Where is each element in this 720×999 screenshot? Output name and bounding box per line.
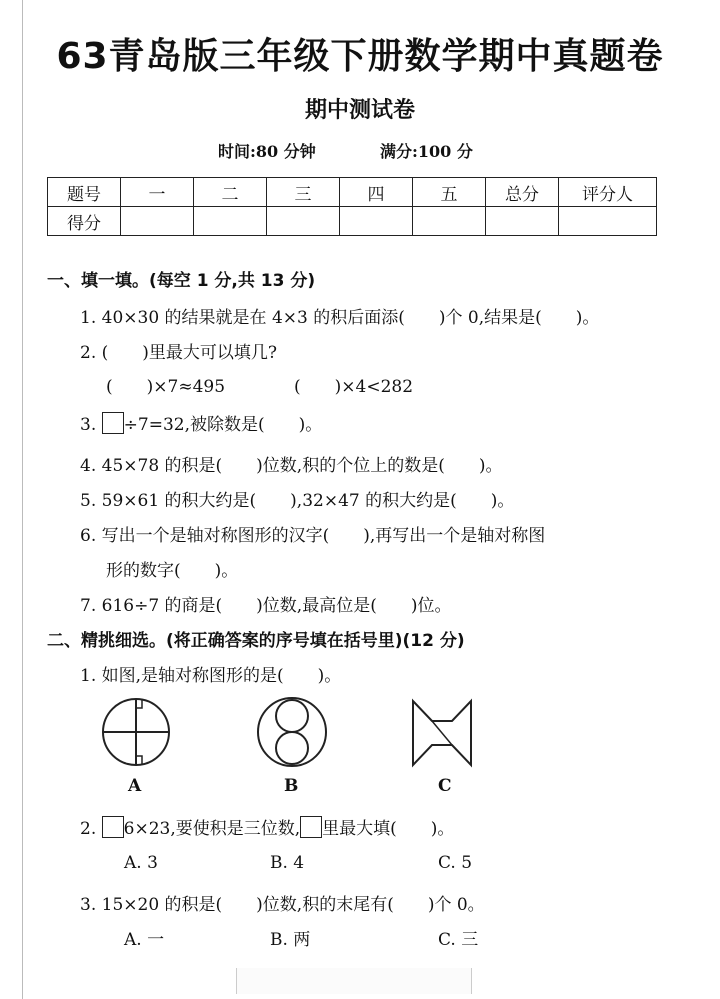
s2-q2-number: 2. (80, 819, 97, 839)
s2-q2-option-a: A. 3 (124, 853, 158, 873)
section2-heading: 二、精挑细选。(将正确答案的序号填在括号里)(12 分) (47, 631, 465, 651)
score-header-cell: 三 (267, 178, 340, 207)
s1-question-2: 2. ( )里最大可以填几? (80, 343, 278, 363)
score-row-label: 得分 (48, 207, 121, 236)
s1-question-6-line2: 形的数字( )。 (106, 561, 239, 581)
score-header-cell: 题号 (48, 178, 121, 207)
answer-box[interactable] (102, 412, 124, 434)
s1-question-6-line1: 6. 写出一个是轴对称图形的汉字( ),再写出一个是轴对称图 (80, 526, 546, 546)
score-cell[interactable] (340, 207, 413, 236)
s2-question-3: 3. 15×20 的积是( )位数,积的末尾有( )个 0。 (80, 895, 485, 915)
s1-question-2a: ( )×7≈495 (106, 377, 226, 397)
score-cell[interactable] (121, 207, 194, 236)
figure-c-label: C (438, 776, 452, 796)
s2-q3-option-a: A. 一 (124, 930, 165, 950)
s1-question-2b: ( )×4<282 (294, 377, 414, 397)
s1-question-3 (80, 410, 322, 435)
s1-q3-number: 3. (80, 415, 97, 435)
score-header-cell: 一 (121, 178, 194, 207)
s2-q3-option-c: C. 三 (438, 930, 479, 950)
s2-question-2 (80, 814, 454, 839)
answer-box[interactable] (300, 816, 322, 838)
score-cell[interactable] (486, 207, 559, 236)
s2-q3-option-b: B. 两 (270, 930, 311, 950)
score-cell[interactable] (413, 207, 486, 236)
section1-heading: 一、填一填。(每空 1 分,共 13 分) (47, 271, 316, 291)
score-table-header-row (48, 178, 657, 207)
score-header-cell: 五 (413, 178, 486, 207)
page-bottom-mark (236, 968, 472, 994)
score-cell[interactable] (559, 207, 657, 236)
s2-q2-end: 里最大填( )。 (322, 819, 455, 839)
score-header-cell: 评分人 (559, 178, 657, 207)
s1-q3-text: ÷7=32,被除数是( )。 (123, 415, 323, 435)
time-limit: 时间:80 分钟 (218, 142, 316, 161)
score-header-cell: 二 (194, 178, 267, 207)
full-score: 满分:100 分 (380, 142, 473, 161)
s2-q2-mid: 6×23,要使积是三位数, (123, 819, 301, 839)
figure-b-double-circle (256, 694, 328, 770)
s1-question-1: 1. 40×30 的结果就是在 4×3 的积后面添( )个 0,结果是( )。 (80, 308, 600, 328)
score-cell[interactable] (267, 207, 340, 236)
s2-question-1: 1. 如图,是轴对称图形的是( )。 (80, 666, 342, 686)
s2-q2-option-c: C. 5 (438, 853, 473, 873)
s1-question-5: 5. 59×61 的积大约是( ),32×47 的积大约是( )。 (80, 491, 515, 511)
figure-b-label: B (284, 776, 299, 796)
score-header-cell: 总分 (486, 178, 559, 207)
s1-question-4: 4. 45×78 的积是( )位数,积的个位上的数是( )。 (80, 456, 503, 476)
score-table-score-row (48, 207, 657, 236)
page-subtitle: 期中测试卷 (304, 98, 415, 123)
score-table (47, 177, 657, 236)
s1-question-7: 7. 616÷7 的商是( )位数,最高位是( )位。 (80, 596, 452, 616)
score-cell[interactable] (194, 207, 267, 236)
figure-a-label: A (128, 776, 142, 796)
page-edge-line (22, 0, 23, 999)
page-title: 63青岛版三年级下册数学期中真题卷 (56, 36, 664, 77)
answer-box[interactable] (102, 816, 124, 838)
figure-a-circle-cross (100, 696, 172, 768)
score-header-cell: 四 (340, 178, 413, 207)
s2-q2-option-b: B. 4 (270, 853, 305, 873)
figure-c-bowtie (410, 698, 474, 768)
